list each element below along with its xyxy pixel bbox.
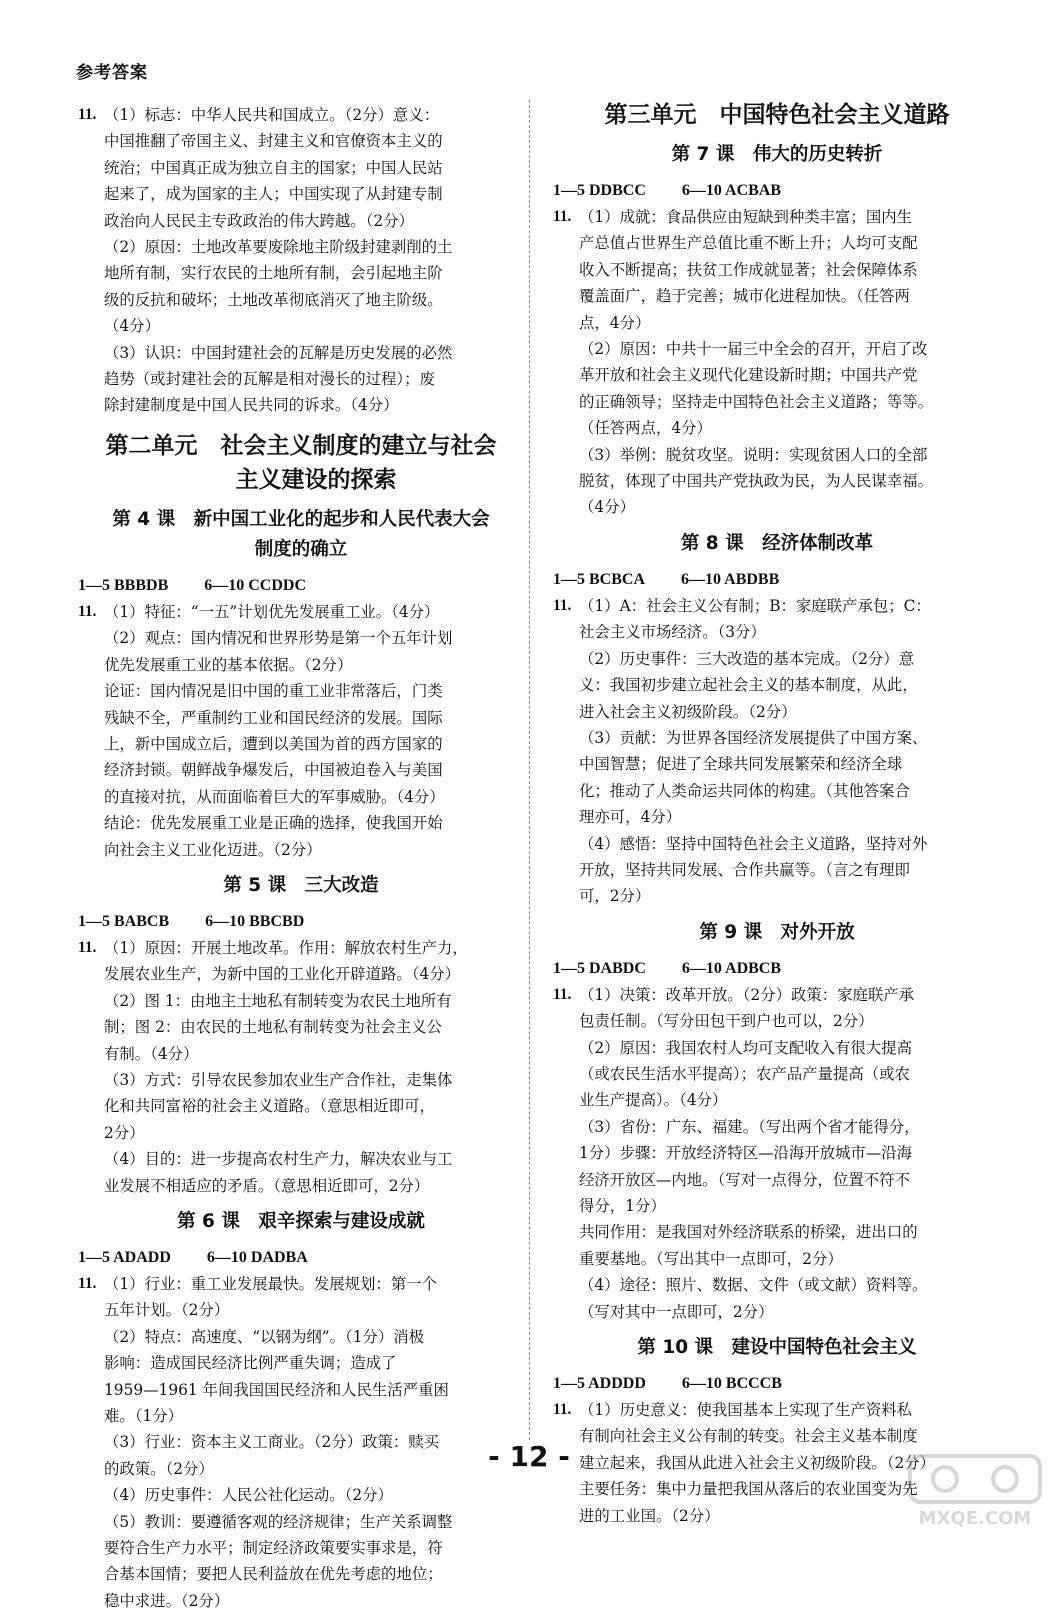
choice-answers-1-5: 1—5 BABCB bbox=[78, 912, 170, 930]
answer-line: 要符合生产力水平；制定经济政策要实事求是，符 bbox=[104, 1539, 443, 1558]
answer-line: 影响：造成国民经济比例严重失调；造成了 bbox=[104, 1354, 397, 1373]
choice-answers-6-10: 6—10 CCDDC bbox=[204, 576, 307, 594]
choice-answers-1-5: 1—5 DABDC bbox=[553, 959, 646, 977]
answer-line: （1）历史意义：使我国基本上实现了生产资料私 bbox=[579, 1401, 912, 1420]
answer-line: （3）贡献：为世界各国经济发展提供了中国方案、 bbox=[579, 728, 928, 747]
answer-line: 有制。（4分） bbox=[104, 1044, 199, 1063]
answer-line: 点，4分） bbox=[579, 313, 651, 332]
lesson-8-title: 第 8 课 经济体制改革 bbox=[680, 532, 874, 554]
answer-line: 结论：优先发展重工业是正确的选择，使我国开始 bbox=[104, 814, 443, 833]
answer-line: （写对其中一点即可，2分） bbox=[579, 1302, 774, 1321]
answer-line: （4分） bbox=[579, 498, 635, 517]
answer-line: 残缺不全，严重制约工业和国民经济的发展。国际 bbox=[104, 708, 443, 727]
answer-line: （3）行业：资本主义工商业。（2分）政策：赎买 bbox=[104, 1433, 440, 1452]
answer-line: （2）原因：中共十一届三中全会的召开，开启了改 bbox=[579, 340, 928, 359]
lesson-6-title: 第 6 课 艰辛探索与建设成就 bbox=[177, 1211, 425, 1232]
choice-answers-1-5: 1—5 ADADD bbox=[78, 1249, 171, 1266]
lesson-8-choice-answers bbox=[553, 567, 1001, 593]
answer-line: 难。（1分） bbox=[104, 1407, 184, 1426]
answer-line: 有制向社会主义公有制的转变。社会主义基本制度 bbox=[579, 1427, 918, 1446]
choice-answers-6-10: 6—10 ADBCB bbox=[681, 959, 782, 977]
answer-line: （2）原因：土地改革要废除地主阶级封建剥削的土 bbox=[104, 238, 453, 257]
answer-line: 主要任务：集中力量把我国从落后的农业国变为先 bbox=[579, 1480, 918, 1499]
lesson-7-title: 第 7 课 伟大的历史转折 bbox=[671, 144, 883, 165]
answer-line: （3）认识：中国封建社会的瓦解是历史发展的必然 bbox=[104, 343, 453, 362]
question-11-intro bbox=[78, 102, 524, 419]
answer-line: 社会主义市场经济。（3分） bbox=[579, 623, 766, 642]
answer-line: （或农民生活水平提高）；农产品产量提高（或农 bbox=[579, 1064, 910, 1083]
question-number: 11. bbox=[78, 1275, 97, 1292]
left-column bbox=[78, 102, 524, 1614]
lesson-6-choice-answers bbox=[78, 1245, 524, 1271]
answer-line: 包责任制。（写分田包干到户也可以，2分） bbox=[579, 1012, 874, 1031]
answer-line: 五年计划。（2分） bbox=[104, 1301, 230, 1320]
lesson-4-choice-answers bbox=[78, 573, 524, 599]
answer-line: 脱贫，体现了中国共产党执政为民，为人民谋幸福。 bbox=[579, 472, 933, 491]
answer-line: 共同作用：是我国对外经济联系的桥梁，进出口的 bbox=[579, 1223, 918, 1242]
column-divider bbox=[529, 100, 530, 1440]
answer-lines bbox=[78, 961, 524, 1199]
answer-line: 的政策。（2分） bbox=[104, 1459, 214, 1478]
answer-line: 化；推动了人类命运共同体的构建。（其他答案合 bbox=[579, 781, 910, 800]
answer-line: 经济开放区—内地。（写对一点得分，位置不符不 bbox=[579, 1170, 910, 1189]
page-header: 参考答案 bbox=[76, 63, 148, 83]
answer-lines bbox=[553, 1008, 1001, 1325]
answer-line: 优先发展重工业的基本依据。（2分） bbox=[104, 655, 353, 674]
question-number: 11. bbox=[553, 596, 572, 614]
lesson-10-title: 第 10 课 建设中国特色社会主义 bbox=[637, 1337, 917, 1359]
lesson-8-question-11 bbox=[553, 593, 1001, 910]
lesson-9-choice-answers bbox=[553, 956, 1001, 982]
unit-2-title bbox=[78, 429, 524, 497]
answer-line: 可，2分） bbox=[579, 887, 651, 906]
answer-line: 向社会主义工业化迈进。（2分） bbox=[104, 840, 322, 859]
lesson-5-title: 第 5 课 三大改造 bbox=[223, 874, 379, 896]
answer-line: 进入社会主义初级阶段。（2分） bbox=[579, 702, 797, 721]
answer-line: 义：我国初步建立起社会主义的基本制度，从此， bbox=[579, 676, 918, 695]
unit-title-line: 第二单元 社会主义制度的建立与社会 bbox=[105, 432, 497, 459]
unit-3-title: 第三单元 中国特色社会主义道路 bbox=[604, 102, 950, 128]
answer-line: 论证：国内情况是旧中国的重工业非常落后，门类 bbox=[104, 682, 443, 701]
answer-line: （4）途径：照片、数据、文件（或文献）资料等。 bbox=[579, 1276, 928, 1295]
choice-answers-1-5: 1—5 DDBCC bbox=[553, 182, 646, 199]
answer-line: （2）历史事件：三大改造的基本完成。（2分）意 bbox=[579, 649, 915, 668]
answer-lines bbox=[78, 625, 524, 863]
answer-line: 的直接对抗，从而面临着巨大的军事威胁。（4分） bbox=[104, 787, 445, 806]
answer-line: （3）省份：广东、福建。（写出两个省才能得分， bbox=[579, 1117, 920, 1136]
watermark-icon bbox=[900, 1450, 1050, 1530]
choice-answers-1-5: 1—5 BCBCA bbox=[553, 570, 646, 588]
answer-line: 覆盖面广，趋于完善；城市化进程加快。（任答两 bbox=[579, 287, 910, 306]
lesson-9-title: 第 9 课 对外开放 bbox=[699, 921, 855, 943]
answer-line: （4）历史事件：人民公社化运动。（2分） bbox=[104, 1486, 393, 1505]
answer-line: 趋势（或封建社会的瓦解是相对漫长的过程）；废 bbox=[104, 370, 435, 389]
answer-line: 业生产提高）。（4分） bbox=[579, 1091, 728, 1110]
answer-line: （2）图 1：由地主土地私有制转变为农民土地所有 bbox=[104, 991, 452, 1010]
answer-line: 开放，坚持共同发展、合作共赢等。（言之有理即 bbox=[579, 860, 910, 879]
answer-line: （1）行业：重工业发展最快。发展规划：第一个 bbox=[104, 1275, 437, 1293]
answer-line: 政治向人民民主专政政治的伟大跨越。（2分） bbox=[104, 211, 414, 230]
answer-line: 经济封锁。朝鲜战争爆发后，中国被迫卷入与美国 bbox=[104, 761, 443, 780]
answer-line: （1）标志：中华人民共和国成立。（2分）意义： bbox=[104, 106, 440, 124]
answer-line: 得分，1分） bbox=[579, 1197, 666, 1215]
answer-line: 收入不断提高；扶贫工作成就显著；社会保障体系 bbox=[579, 260, 918, 279]
unit-title-line: 主义建设的探索 bbox=[235, 466, 397, 493]
lesson-5-question-11 bbox=[78, 935, 524, 1199]
answer-line: 中国智慧；促进了全球共同发展繁荣和经济全球 bbox=[579, 755, 903, 774]
answer-line: （1）原因：开展土地改革。作用：解放农村生产力， bbox=[104, 938, 468, 957]
lesson-9-question-11 bbox=[553, 982, 1001, 1325]
choice-answers-6-10: 6—10 BCCCB bbox=[681, 1375, 782, 1393]
answer-line: 业发展不相适应的矛盾。（意思相近即可，2分） bbox=[104, 1176, 430, 1195]
right-column bbox=[553, 102, 1001, 1529]
question-number: 11. bbox=[553, 985, 572, 1003]
answer-line: （3）举例：脱贫攻坚。说明：实现贫困人口的全部 bbox=[579, 445, 928, 464]
choice-answers-1-5: 1—5 ADDDD bbox=[553, 1375, 646, 1393]
answer-line: （1）A：社会主义公有制；B：家庭联产承包；C： bbox=[579, 596, 931, 615]
answer-line: （2）原因：我国农村人均可支配收入有很大提高 bbox=[579, 1038, 912, 1057]
answer-line: （任答两点，4分） bbox=[579, 419, 712, 438]
lesson-5-choice-answers bbox=[78, 909, 524, 935]
lesson-title-line: 制度的确立 bbox=[254, 538, 348, 560]
answer-line: （5）教训：要遵循客观的经济规律；生产关系调整 bbox=[104, 1512, 453, 1531]
question-number: 11. bbox=[553, 208, 572, 225]
lesson-7-choice-answers bbox=[553, 178, 1001, 204]
answer-line: 理亦可，4分） bbox=[579, 808, 682, 827]
answer-line: （4分） bbox=[104, 317, 160, 336]
answer-lines bbox=[78, 128, 524, 418]
choice-answers-6-10: 6—10 DADBA bbox=[206, 1249, 308, 1266]
answer-line: 起来了，成为国家的主人；中国实现了从封建专制 bbox=[104, 185, 443, 204]
choice-answers-6-10: 6—10 ABDBB bbox=[681, 570, 780, 588]
watermark-logo bbox=[900, 1450, 1050, 1530]
answer-line: 除封建制度是中国人民共同的诉求。（4分） bbox=[104, 396, 399, 415]
answer-line: （1）决策：改革开放。（2分）政策：家庭联产承 bbox=[579, 985, 915, 1004]
answer-line: （4）目的：进一步提高农村生产力，解决农业与工 bbox=[104, 1150, 453, 1169]
answer-line: 进的工业国。（2分） bbox=[579, 1506, 720, 1525]
answer-line: 的正确领导；坚持走中国特色社会主义道路；等等。 bbox=[579, 392, 933, 411]
answer-line: （2）特点：高速度、“以钢为纲”。（1分）消极 bbox=[104, 1327, 425, 1346]
answer-line: 上，新中国成立后，遭到以美国为首的西方国家的 bbox=[104, 734, 443, 753]
answer-line: 地所有制，实行农民的土地所有制，会引起地主阶 bbox=[104, 264, 443, 283]
choice-answers-1-5: 1—5 BBBDB bbox=[78, 576, 169, 594]
answer-line: 建立起来，我国从此进入社会主义初级阶段。（2分） bbox=[579, 1453, 936, 1472]
question-number: 11. bbox=[78, 602, 97, 620]
question-number: 11. bbox=[78, 106, 97, 123]
answer-line: （4）感悟：坚持中国特色社会主义道路，坚持对外 bbox=[579, 834, 928, 853]
answer-line: 1分）步骤：开放经济特区—沿海开放城市—沿海 bbox=[579, 1144, 912, 1163]
page-number: - 12 - bbox=[488, 1440, 570, 1473]
answer-line: 革开放和社会主义现代化建设新时期；中国共产党 bbox=[579, 366, 918, 385]
answer-line: 稳中求进。（2分） bbox=[104, 1591, 230, 1610]
watermark-text: MXQE.COM bbox=[918, 1508, 1032, 1529]
question-number: 11. bbox=[553, 1401, 572, 1419]
choice-answers-6-10: 6—10 ACBAB bbox=[681, 182, 782, 199]
answer-lines bbox=[553, 619, 1001, 909]
answer-line: 中国推翻了帝国主义、封建主义和官僚资本主义的 bbox=[104, 132, 443, 151]
answer-line: 合基本国情；要把人民利益放在优先考虑的地位； bbox=[104, 1565, 443, 1584]
answer-line: 级的反抗和破坏；土地改革彻底消灭了地主阶级。 bbox=[104, 290, 443, 309]
question-number: 11. bbox=[78, 938, 97, 956]
lesson-title-line: 第 4 课 新中国工业化的起步和人民代表大会 bbox=[112, 508, 490, 530]
answer-line: （1）成就：食品供应由短缺到种类丰富；国内生 bbox=[579, 208, 912, 226]
choice-answers-6-10: 6—10 BBCBD bbox=[205, 912, 305, 930]
lesson-7-question-11 bbox=[553, 204, 1001, 521]
answer-line: 产总值占世界生产总值比重不断上升；人均可支配 bbox=[579, 234, 918, 253]
answer-line: 发展农业生产，为新中国的工业化开辟道路。（4分） bbox=[104, 965, 461, 984]
lesson-4-title bbox=[78, 505, 524, 565]
answer-line: 化和共同富裕的社会主义道路。（意思相近即可， bbox=[104, 1097, 435, 1116]
answer-line: 1959—1961 年间我国国民经济和人民生活严重困 bbox=[104, 1380, 449, 1399]
answer-line: （2）观点：国内情况和世界形势是第一个五年计划 bbox=[104, 629, 453, 648]
answer-line: 统治；中国真正成为独立自主的国家；中国人民站 bbox=[104, 158, 443, 177]
answer-line: 2分） bbox=[104, 1123, 145, 1142]
answer-line: 重要基地。（写出其中一点即可，2分） bbox=[579, 1249, 843, 1268]
answer-line: （1）特征：“一五”计划优先发展重工业。（4分） bbox=[104, 602, 440, 621]
lesson-10-choice-answers bbox=[553, 1371, 1001, 1397]
answer-line: （3）方式：引导农民参加农业生产合作社，走集体 bbox=[104, 1070, 453, 1089]
answer-lines bbox=[553, 230, 1001, 520]
answer-line: 制；图 2：由农民的土地私有制转变为社会主义公 bbox=[104, 1018, 442, 1037]
lesson-4-question-11 bbox=[78, 599, 524, 863]
